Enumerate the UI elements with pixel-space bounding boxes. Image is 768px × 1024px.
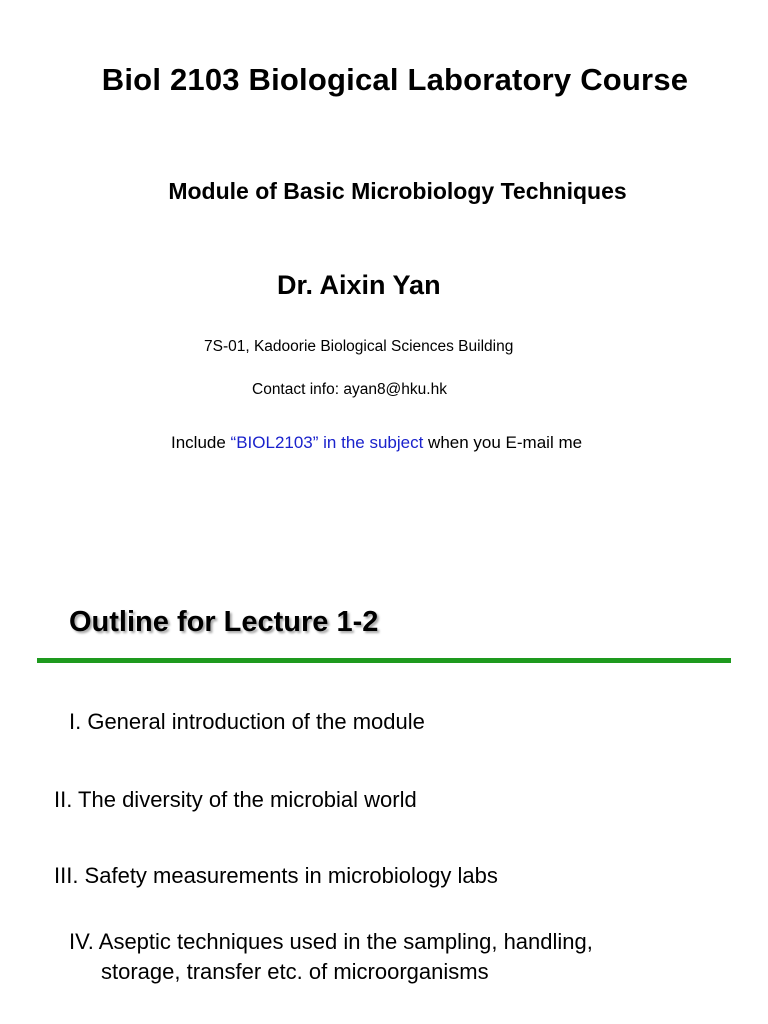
outline-item-text: III. Safety measurements in microbiology labs [54,863,498,888]
email-note-highlight: “BIOL2103” in the subject [230,433,424,452]
email-note [171,433,582,453]
email-note-suffix: when you E-mail me [423,433,583,452]
outline-item-3 [54,861,498,891]
outline-item-text: IV. Aseptic techniques used in the sampling, handling, [69,929,593,954]
outline-item-4 [69,927,593,987]
instructor-name: Dr. Aixin Yan [277,270,441,300]
outline-item-2 [54,785,417,815]
outline-item-1 [69,707,425,737]
contact-info: Contact info: ayan8@hku.hk [252,381,447,398]
green-divider [37,658,731,663]
outline-item-text-continued: storage, transfer etc. of microorganisms [101,959,489,984]
email-note-prefix: Include [171,433,231,452]
course-title: Biol 2103 Biological Laboratory Course [101,62,689,97]
module-title: Module of Basic Microbiology Techniques [168,178,627,204]
outline-title: Outline for Lecture 1-2 [69,606,379,638]
office-location: 7S-01, Kadoorie Biological Sciences Building [204,338,514,355]
outline-item-text: I. General introduction of the module [69,709,425,734]
outline-item-text: II. The diversity of the microbial world [54,787,417,812]
